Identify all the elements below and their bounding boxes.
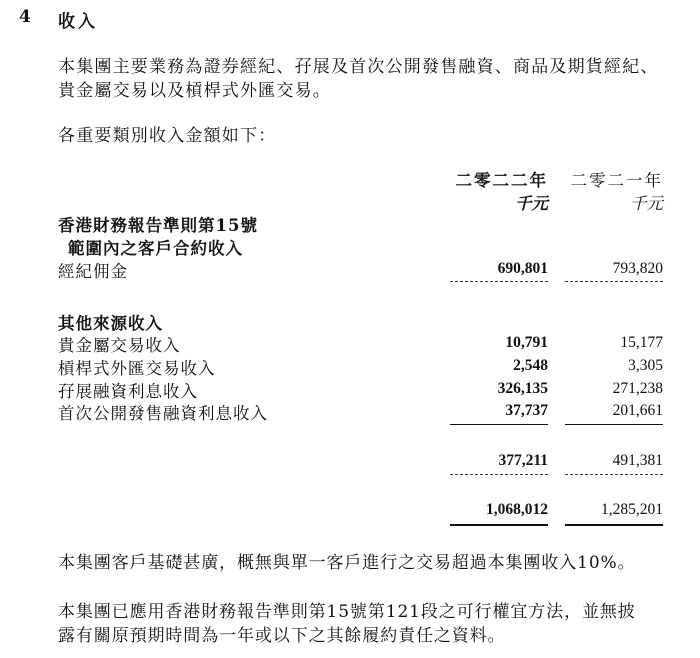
row-value-leveraged-fx-2022: 2,548 [513,357,548,374]
section-number: 4 [19,7,31,27]
row-value-leveraged-fx-2021: 3,305 [628,357,663,374]
group1-heading-line-2: 範圍內之客戶合約收入 [68,239,243,258]
row-value-margin-interest-2022: 326,135 [497,380,548,397]
row-label-ipo-interest: 首次公開發售融資利息收入 [58,404,268,423]
subtotal-top-rule-2022 [450,424,548,425]
intro-line-1: 本集團主要業務為證券經紀、孖展及首次公開發售融資、商品及期貨經紀、 [58,57,659,77]
note-practical-expedient-line-1: 本集團已應用香港財務報告準則第15號第121段之可行權宜方法，並無披 [58,602,636,622]
column-header-2022: 二零二二年 [455,171,548,190]
column-header-2021: 二零二一年 [570,171,663,190]
row-value-brokerage-2021: 793,820 [612,260,663,277]
total-value-2021: 1,285,201 [601,501,663,518]
row-label-precious-metals: 貴金屬交易收入 [58,336,181,355]
subtotal-value-2022: 377,211 [498,452,548,469]
row-value-brokerage-2022: 690,801 [497,260,548,277]
row-label-leveraged-fx: 槓桿式外匯交易收入 [58,359,216,378]
subtotal-bottom-rule-2021 [565,474,663,475]
section-title: 收入 [58,12,98,32]
subtotal-top-rule-2021 [565,424,663,425]
row-value-precious-metals-2022: 10,791 [505,334,548,351]
row-value-ipo-interest-2021: 201,661 [612,402,663,419]
subtotal-value-2021: 491,381 [612,452,663,469]
group2-heading: 其他來源收入 [58,314,163,333]
total-value-2022: 1,068,012 [486,501,548,518]
group1-heading-line-1: 香港財務報告準則第15號 [58,216,258,235]
lead-text: 各重要類別收入金額如下： [58,126,277,146]
row-value-precious-metals-2021: 15,177 [620,334,663,351]
subtotal-bottom-rule-2022 [450,474,548,475]
note-customer-concentration: 本集團客戶基礎甚廣，概無與單一客戶進行之交易超過本集團收入10%。 [58,553,636,573]
total-rule-2021 [565,524,663,526]
row-label-margin-interest: 孖展融資利息收入 [58,382,198,401]
unit-label-2022: 千元 [515,194,548,213]
row-value-ipo-interest-2022: 37,737 [505,402,548,419]
total-rule-2022 [450,524,548,526]
note-practical-expedient-line-2: 露有關原預期時間為一年或以下之其餘履約責任之資料。 [58,626,506,646]
row-value-margin-interest-2021: 271,238 [612,380,663,397]
dashed-rule-group1-2021 [565,281,663,282]
dashed-rule-group1-2022 [450,281,548,282]
unit-label-2021: 千元 [630,194,663,213]
row-label-brokerage: 經紀佣金 [58,262,128,281]
intro-line-2: 貴金屬交易以及槓桿式外匯交易。 [58,81,331,101]
